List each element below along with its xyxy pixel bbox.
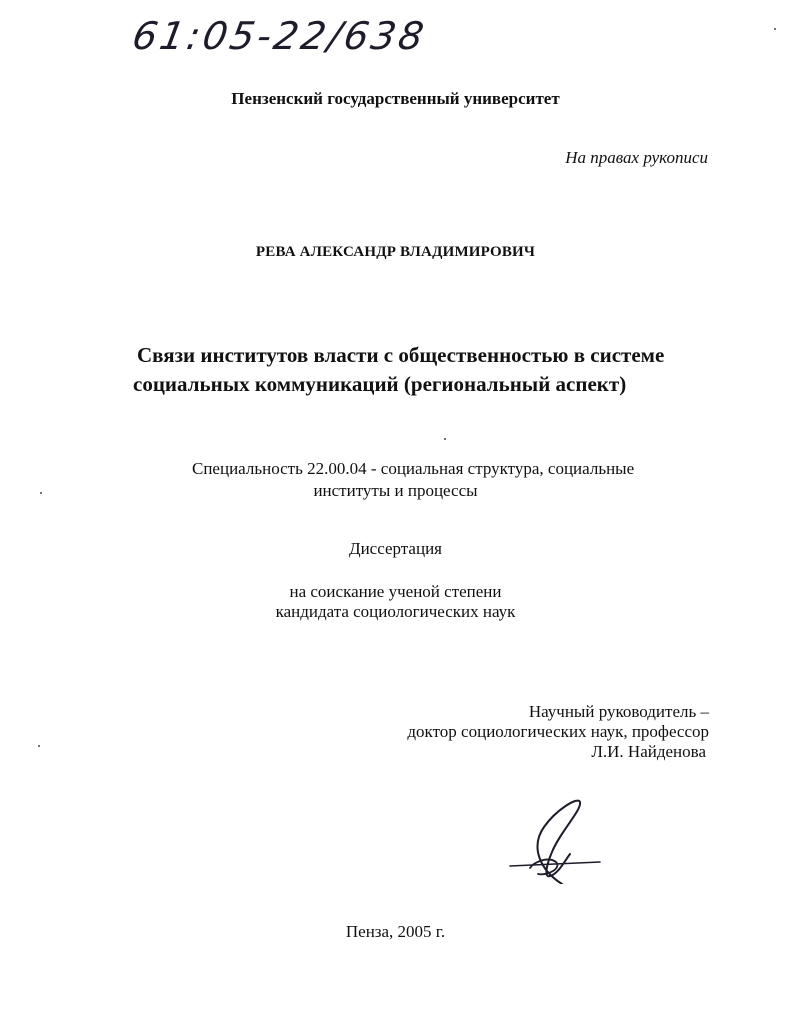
city-and-year: Пенза, 2005 г. <box>345 922 446 941</box>
specialty-line-1: Специальность 22.00.04 - социальная структура, социальные <box>192 459 635 478</box>
document-type: Диссертация <box>348 539 442 558</box>
supervisor-line-1: Научный руководитель – <box>528 702 709 721</box>
degree-line-1: на соискание ученой степени <box>289 582 502 601</box>
handwritten-signature <box>500 792 610 884</box>
dissertation-title-line-1: Связи институтов власти с общественностью в системе <box>137 343 665 367</box>
specialty-line-2: институты и процессы <box>313 481 478 500</box>
dissertation-title-line-2: социальных коммуникаций (региональный аспект) <box>133 372 627 396</box>
scan-speck <box>444 438 446 440</box>
scan-speck <box>774 28 776 30</box>
manuscript-rights-note: На правах рукописи <box>565 148 708 167</box>
supervisor-line-2: доктор социологических наук, профессор <box>407 722 709 741</box>
university-name: Пензенский государственный университет <box>231 89 560 108</box>
scan-speck <box>40 492 42 494</box>
degree-line-2: кандидата социологических наук <box>275 602 516 621</box>
supervisor-name: Л.И. Найденова <box>591 742 706 761</box>
scan-speck <box>38 745 40 747</box>
author-name: РЕВА АЛЕКСАНДР ВЛАДИМИРОВИЧ <box>255 244 536 260</box>
handwritten-archive-number: 61:05-22/638 <box>129 14 430 58</box>
